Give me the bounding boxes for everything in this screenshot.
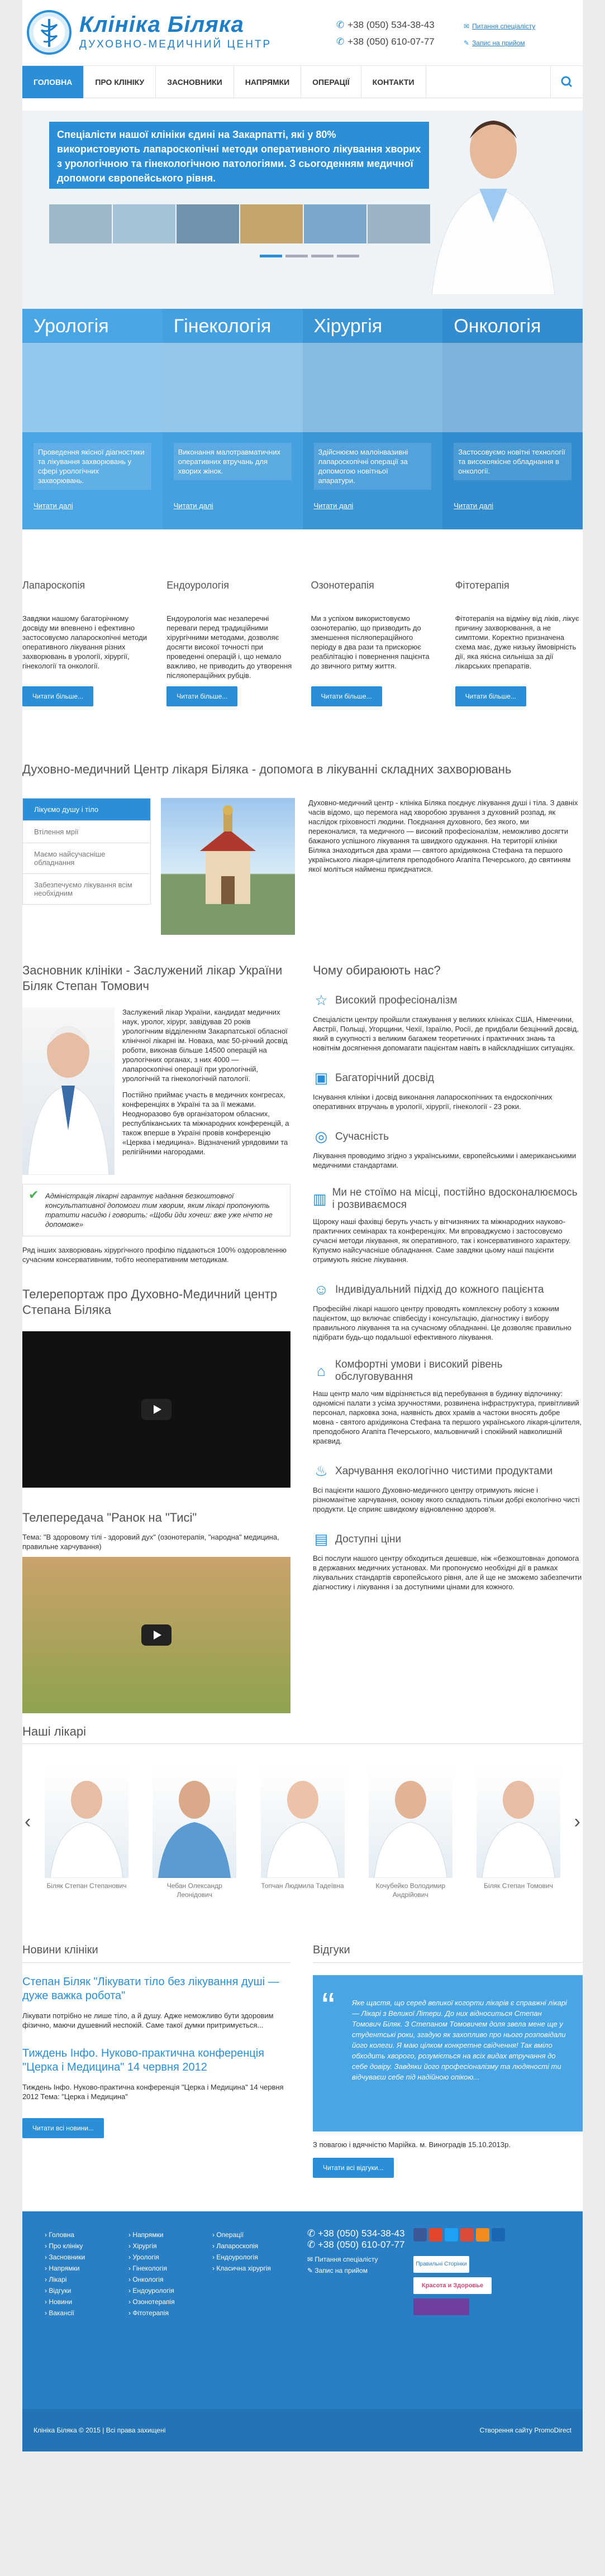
- review-author: З повагою і вдячністю Марійка. м. Виноградів 15.10.2013р.: [313, 2140, 511, 2149]
- doctor-card[interactable]: [477, 1766, 560, 1899]
- bed-icon: ⌂: [317, 1362, 326, 1379]
- founder-title: Засновник клініки - Заслужений лікар України Біляк Степан Томович: [22, 963, 283, 993]
- doctor-name: Біляк Степан Томович: [484, 1882, 553, 1890]
- why-item-title: Харчування екологічно чистими продуктами: [335, 1465, 553, 1477]
- method-text: Завдяки нашому багаторічному досвіду ми впевнено і ефективно застосовуємо лапароскопічні методи оперативного лікування різних захворювань в урології, хірургії, гінекології та онкології.: [22, 614, 147, 670]
- footer-phones: ✆ +38 (050) 534-38-43 ✆ +38 (050) 610-07-77 ✉ Питання спеціалісту ✎ Запис на прийом: [307, 2228, 405, 2274]
- read-more-link[interactable]: Читати далі: [173, 501, 213, 510]
- footer-link[interactable]: › Фітотерапія: [128, 2307, 175, 2319]
- footer-menu-3: [212, 2229, 271, 2274]
- why-item: [313, 1187, 583, 1264]
- spec-text: Виконання малотравматичних оперативних втручань для хворих жінок.: [174, 443, 292, 480]
- founder-text-2: Постійно приймає участь в медичних конгресах, конференціях в Україні та за її межами. Неодноразово був організатором обласних, республіканських та міжнародних конференцій, а також вперше в Україні провів конференцію «Церква і медицина». Відзначений урядовими та релігійними нагородами.: [122, 1091, 289, 1156]
- footer-link[interactable]: › Гінекологія: [128, 2263, 175, 2274]
- doctor-card[interactable]: [153, 1766, 236, 1899]
- why-item: [313, 1463, 583, 1514]
- partner-logo[interactable]: [413, 2298, 469, 2315]
- doctor-card[interactable]: [45, 1766, 128, 1899]
- left-column: [22, 963, 290, 1713]
- method-col: [311, 580, 439, 706]
- spec-oncology[interactable]: [442, 309, 583, 529]
- hero-doctor-photo: [409, 111, 566, 295]
- why-item: [313, 1281, 583, 1342]
- spec-surgery[interactable]: [303, 309, 443, 529]
- doctor-photo: [261, 1766, 345, 1878]
- method-text: Ми з успіхом використовуємо озонотерапію, що призводить до зменшення післяопераційного періоду в два рази та прискорює реабілітацію і повернення пацієнта до звичного ритму життя.: [311, 614, 430, 670]
- phone-icon: ✆: [336, 20, 345, 30]
- reviews-title: Відгуки: [313, 1944, 583, 1963]
- footer-link[interactable]: › Озонотерапія: [128, 2296, 175, 2307]
- question-icon: ✉: [464, 22, 470, 30]
- footer-link[interactable]: › Ендоурологія: [212, 2252, 271, 2263]
- facebook-icon[interactable]: [413, 2228, 427, 2242]
- about-tabs: [22, 798, 151, 935]
- news-item-title[interactable]: Тиждень Інфо. Нуково-практична конференція "Церка і Медицина" 14 червня 2012: [22, 2047, 264, 2073]
- nav-contacts[interactable]: КОНТАКТИ: [361, 66, 426, 98]
- note-text: Адміністрація лікарні гарантує надання безкоштовної консультативної допомоги тим хворим, яким лікарі пропонують тратити насидю і говорить: «Щоби йди хочеш: вже уже нічто не допоможе»: [45, 1192, 273, 1229]
- founder-why-section: [22, 963, 583, 1713]
- thumb-image[interactable]: [304, 204, 366, 243]
- play-icon[interactable]: [141, 1624, 172, 1646]
- globe-icon: ◎: [315, 1128, 328, 1145]
- nav-home[interactable]: ГОЛОВНА: [22, 66, 84, 98]
- partner-logo[interactable]: Правильні Сторінки: [413, 2256, 469, 2273]
- guarantee-note: [22, 1184, 290, 1236]
- appointment-link[interactable]: Запис на прийом: [472, 39, 525, 47]
- play-icon[interactable]: [141, 1399, 172, 1420]
- main-nav: [22, 66, 583, 98]
- tab-equipment[interactable]: Маємо найсучасніше обладнання: [22, 843, 151, 874]
- spec-image: [22, 343, 163, 432]
- founder-text-1: Заслужений лікар України, кандидат медичних наук, уролог, хірург, завідував 20 років урологічним відділенням Закарпатської обласної клінічної лікарні ім. Новака, має 50-річний досвід роботи, виконав більше 14500 операцій на урологічних органах, з них 4000 — лапароскопічні операції при урологічній, урологічній та гінекологічній патології.: [122, 1008, 288, 1083]
- footer-link[interactable]: › Хірургія: [128, 2240, 175, 2252]
- about-title: Духовно-медичний Центр лікаря Біляка - допомога в лікуванні складних захворювань: [22, 762, 512, 776]
- social-icons: [413, 2228, 505, 2242]
- doctor-card[interactable]: [261, 1766, 345, 1899]
- footer-appointment-link[interactable]: Запис на прийом: [315, 2267, 368, 2274]
- doctor-photo: [477, 1766, 560, 1878]
- slider-dots: [260, 255, 359, 257]
- copyright: Клініка Біляка © 2015 | Всі права захищені: [34, 2426, 166, 2434]
- hero-thumbnails: [49, 204, 430, 243]
- why-item-text: Існування клініки і досвід виконання лапароскопічних та ендоскопічних оперативних втручань в урології, хірургії, гінекології - 23 роки.: [313, 1093, 552, 1111]
- video-player-2[interactable]: [22, 1557, 290, 1713]
- founder-text-3: Ряд інших захворювань хірургічного профілю піддаються 100% оздоровленню сучасним консервативним, тобто неоперативним методикам.: [22, 1246, 287, 1264]
- why-item-title: Доступні ціни: [335, 1533, 402, 1545]
- method-title: Лапароскопія: [22, 580, 85, 591]
- phone-1: +38 (050) 534-38-43: [347, 20, 435, 30]
- doctor-photo: [369, 1766, 452, 1878]
- user-icon: ☺: [313, 1281, 329, 1298]
- food-icon: ♨: [315, 1463, 328, 1479]
- why-item-text: Всі пацієнти нашого Духовно-медичного центру отримують якісне і різноманітне харчування, основу якого складають тільки добрі екологічно чисті продукти. Це сприяє швидкому відновленню здоров'я.: [313, 1486, 580, 1513]
- tv-show-subtitle: Тема: "В здоровому тілі - здоровий дух" (озонотерапія, "народна" медицина, правильне харчування): [22, 1533, 279, 1551]
- why-item: [313, 1069, 583, 1111]
- nav-operations[interactable]: ОПЕРАЦІЇ: [301, 66, 361, 98]
- read-more-link[interactable]: Читати далі: [454, 501, 494, 510]
- why-item: [313, 992, 583, 1053]
- slider-dot[interactable]: [285, 255, 308, 257]
- brand-title: Клініка Біляка: [79, 12, 244, 37]
- why-item-text: Наш центр мало чим відрізняється від перебування в будинку відпочинку: одномісні палати з усіма зручностями, розвинена інфраструктура, привітливий персонал, парковка зона, наявність двох храмів а частоки вносять добре мовна - святого архідиякона Стефана та першого українського лікаря-цілителя, преподобного Агапіта Печерського, мальовничий і спокійний навколишній краєвид.: [313, 1389, 582, 1445]
- footer-link[interactable]: › Лікарі: [45, 2274, 85, 2285]
- why-item-title: Індивідуальний підхід до кожного пацієнта: [335, 1283, 544, 1296]
- video-player-1[interactable]: [22, 1331, 290, 1488]
- phone-2: +38 (050) 610-07-77: [347, 36, 435, 47]
- method-text: Фітотерапія на відміну від ліків, лікує причину захворювання, а не симптоми. Коректно призначена схема має, дуже низьку ймовірність дії, яка якісна сильніша за дії лікарських препаратів.: [455, 614, 579, 670]
- spec-text: Застосовуємо новітні технології та високоякісне обладнання в онкології.: [454, 443, 571, 480]
- quote-icon: “: [322, 1985, 335, 2028]
- header: [22, 0, 583, 66]
- method-title: Фітотерапія: [455, 580, 509, 591]
- footer-link[interactable]: › Вакансії: [45, 2307, 85, 2319]
- doctor-card[interactable]: [369, 1766, 452, 1899]
- chevron-left-icon[interactable]: ‹: [25, 1811, 31, 1832]
- method-col: [455, 580, 583, 706]
- why-item-text: Спеціалісти центру пройшли стажування у великих клініках США, Німеччини, Австрії, Польщі, Угорщини, Чехії, Ізраїлю, Росії, де придбали безцінний досвід, який в сукупності з великим багажем теоретичних і практичних знань та новітнім досягнення допомагати пацієнтам навіть в найскладніших ситуаціях.: [313, 1015, 579, 1052]
- spec-image: [442, 343, 583, 432]
- footer-link[interactable]: › Про клініку: [45, 2240, 85, 2252]
- brand-subtitle: ДУХОВНО-МЕДИЧНИЙ ЦЕНТР: [79, 39, 272, 50]
- footer-phone-1[interactable]: +38 (050) 534-38-43: [317, 2228, 405, 2239]
- header-phones: [336, 17, 435, 50]
- about-text: Духовно-медичний центр - клініка Біляка поєднує лікування душі і тіла. З давніх часів відомо, що перемога над хворобою зрування з духовний розпад, як наслідок гріховності людини. Поєднання духовного, без якого, ми переконалися, та медичного — високий професіоналізм, неможливо досягти бажаного успішного лікування та швидкого одужання. На території клініки Біляка знаходиться два храми — святого архідиякона Стефана та першого українського лікаря-цілителя преподобного Агапіта Печерського, до святиням якої моліться найменш приєднатися.: [308, 799, 578, 873]
- header-links: [464, 18, 535, 51]
- spec-title: Хірургія: [313, 316, 383, 337]
- read-more-link[interactable]: Читати далі: [34, 501, 73, 510]
- footer-link[interactable]: › Урологія: [128, 2252, 175, 2263]
- page: [22, 0, 583, 2451]
- all-reviews-button[interactable]: Читати всі відгуки...: [313, 2158, 394, 2178]
- all-news-button[interactable]: Читати всі новини...: [22, 2118, 104, 2138]
- doctor-name: Кочубейко Володимир Андрійович: [375, 1882, 446, 1899]
- spec-gynecology[interactable]: [163, 309, 303, 529]
- spec-urology[interactable]: [22, 309, 163, 529]
- partner-logo[interactable]: Красота и Здоровье: [413, 2277, 492, 2294]
- twitter-icon[interactable]: [445, 2228, 458, 2242]
- review-text: Яке щастя, що серед великої когорти лікарів є справжні лікарі — Лікарі з Великої Літери. До них відноситься Степан Томович Біляк. З Степаном Томовичем доля звела мене ще у студентські роки, згадую як захопливо про нього розповідали його колеги. Я маю цілком конкретне свідчення! Так вміло обходить хворого, розуміється на всіх видах втручання до себе довіру. Завдяки його професіоналізму та людяності ти відчуваєш себе під надійною опікою...: [352, 1999, 567, 2081]
- footer: [22, 2211, 583, 2451]
- footer-link[interactable]: › Напрямки: [128, 2229, 175, 2240]
- phone-icon: ✆: [336, 36, 345, 47]
- news-title: Новини клініки: [22, 1944, 290, 1963]
- footer-menu-1: [45, 2229, 85, 2319]
- why-item-title: Багаторічний досвід: [335, 1072, 434, 1084]
- doctors-carousel: [25, 1766, 580, 1899]
- method-text: Ендоурологія має незаперечні переваги перед традиційними хірургічними методами, дозволяє досягти високої точності при проведенні операцій і, що немало важливо, не приводить до утворення післяопераційних рубців.: [166, 614, 292, 680]
- about-tabs-section: [22, 798, 583, 935]
- news-item-text: Лікувати потрібно не лише тіло, а й душу. Адже неможливо бути здоровим фізично, маючи душевний неспокій. Саме такої думки притримується...: [22, 2011, 274, 2029]
- footer-link[interactable]: › Відгуки: [45, 2285, 85, 2296]
- search-button[interactable]: [550, 66, 583, 98]
- doctor-name: Біляк Степан Степанович: [46, 1882, 127, 1890]
- odnoklassniki-icon[interactable]: [476, 2228, 489, 2242]
- spec-title: Гінекологія: [173, 316, 271, 337]
- news-column: [22, 1944, 290, 2178]
- doctor-photo: [153, 1766, 236, 1878]
- footer-link[interactable]: › Напрямки: [45, 2263, 85, 2274]
- read-more-link[interactable]: Читати далі: [313, 501, 354, 510]
- why-item-text: Всі послуги нашого центру обходиться дешевше, ніж «безкоштовна» допомога в державних медичних установах. Ми пропонуємо необхідні дії в рамках лікувальних стандартів європейського рівня, але й ще не зможемо забезпечити діагностику і лікування і за доступними цінами для кожного.: [313, 1554, 582, 1591]
- founder-photo: [22, 1007, 115, 1175]
- news-item-title[interactable]: Степан Біляк "Лікувати тіло без лікування душі — дуже важка робота": [22, 1976, 279, 2002]
- footer-menu-2: [128, 2229, 175, 2319]
- caduceus-icon: [39, 19, 59, 47]
- why-title: Чому обираюють нас?: [313, 963, 441, 977]
- church-photo: [161, 798, 295, 935]
- footer-bottom: [22, 2409, 583, 2451]
- phone-row[interactable]: [336, 34, 435, 50]
- briefcase-icon: ▣: [314, 1069, 328, 1086]
- read-more-button[interactable]: Читати більше...: [22, 686, 93, 706]
- why-item: [313, 1531, 583, 1592]
- brand: [79, 12, 271, 51]
- method-title: Озонотерапія: [311, 580, 374, 591]
- methods-columns: [22, 580, 583, 706]
- why-item-title: Високий професіоналізм: [335, 994, 458, 1006]
- doctor-name: Топчан Людмила Тадеївна: [261, 1882, 344, 1890]
- footer-link[interactable]: › Операції: [212, 2229, 271, 2240]
- why-us-column: [313, 963, 583, 1713]
- doctor-name: Чебан Олександр Леонідович: [166, 1882, 222, 1899]
- calendar-icon: ✎: [464, 39, 470, 47]
- nav-directions[interactable]: НАПРЯМКИ: [234, 66, 301, 98]
- tab-dream[interactable]: Втілення мрії: [22, 821, 151, 843]
- spec-text: Проведення якісної діагностики та лікування захворювань у сфері урологічних захворювань.: [34, 443, 151, 490]
- doctors-title: Наші лікарі: [22, 1724, 583, 1744]
- slider-dot[interactable]: [260, 255, 282, 257]
- tab-soul-body[interactable]: Лікуємо душу і тіло: [22, 798, 151, 821]
- spec-title: Урологія: [34, 316, 109, 337]
- method-col: [166, 580, 294, 706]
- slider-dot[interactable]: [337, 255, 359, 257]
- footer-link[interactable]: › Ендоурологія: [128, 2285, 175, 2296]
- google-plus-icon[interactable]: [460, 2228, 474, 2242]
- specialties: [22, 309, 583, 529]
- read-more-button[interactable]: Читати більше...: [455, 686, 526, 706]
- vk-icon[interactable]: [429, 2228, 442, 2242]
- spec-image: [303, 343, 443, 432]
- phone-row[interactable]: [336, 17, 435, 34]
- clinic-logo[interactable]: [27, 10, 72, 55]
- spec-title: Онкологія: [454, 316, 541, 337]
- footer-link[interactable]: › Лапароскопія: [212, 2240, 271, 2252]
- news-item-text: Тиждень Інфо. Нуково-практична конференція "Церка і Медицина" 14 червня 2012 Тема: "Церка і Медицина": [22, 2083, 284, 2101]
- hero-banner: Спеціалісти нашої клініки єдині на Закарпатті, які у 80% використовують лапароскопічні методи оперативного лікування хворих з урологічною та гінекологічною патологіями. З сьогоденням медичної допомоги європейського рівня.: [49, 122, 429, 189]
- tv-show-title: Телепередача "Ранок на "Тисі": [22, 1511, 197, 1524]
- footer-phone-2[interactable]: +38 (050) 610-07-77: [317, 2239, 405, 2250]
- why-item-title: Комфортні умови і високий рівень обслуговування: [335, 1359, 503, 1383]
- footer-link[interactable]: › Засновники: [45, 2252, 85, 2263]
- footer-ask-link[interactable]: Питання спеціалісту: [315, 2255, 378, 2263]
- thumb-image[interactable]: [240, 204, 303, 243]
- thumb-image[interactable]: [177, 204, 239, 243]
- review-quote: [313, 1975, 583, 2131]
- mail-icon[interactable]: [492, 2228, 505, 2242]
- nav-about[interactable]: ПРО КЛІНІКУ: [84, 66, 156, 98]
- method-title: Ендоурологія: [166, 580, 229, 591]
- why-item-text: Лікування проводимо згідно з українськими, європейськими і американськими медичними стандартами.: [313, 1151, 577, 1169]
- partner-logos: [413, 2256, 492, 2320]
- hero-slider: [22, 111, 583, 312]
- why-item-text: Професійні лікарі нашого центру проводять комплексну роботу з кожним пацієнтом, що включає співбесіду і консультацію, діагностику і вибору правильного лікування та на сучасному обладнанні. Це дозволяє правильно підібрати будь-що подальшої ефективного лікування.: [313, 1304, 571, 1341]
- check-icon: ✔: [28, 1188, 39, 1202]
- read-more-button[interactable]: Читати більше...: [311, 686, 382, 706]
- founder-block: [22, 1007, 290, 1175]
- footer-link[interactable]: › Онкологія: [128, 2274, 175, 2285]
- thumb-image[interactable]: [113, 204, 175, 243]
- tab-treatment[interactable]: Забезпечуємо лікування всім необхідним: [22, 874, 151, 905]
- doctor-photo: [45, 1766, 128, 1878]
- why-item-title: Сучасність: [335, 1130, 389, 1143]
- news-reviews-section: [22, 1944, 583, 2178]
- read-more-button[interactable]: Читати більше...: [166, 686, 237, 706]
- footer-link[interactable]: › Головна: [45, 2229, 85, 2240]
- thumb-image[interactable]: [368, 204, 430, 243]
- thumb-image[interactable]: [49, 204, 112, 243]
- footer-link[interactable]: › Класична хірургія: [212, 2263, 271, 2274]
- why-item: [313, 1128, 583, 1170]
- spec-image: [163, 343, 303, 432]
- developer-link[interactable]: Створення сайту PromoDirect: [479, 2426, 571, 2434]
- why-item-text: Щороку наші фахівці беруть участь у вітчизняних та міжнародних науково-практичних семінарах та конференціях. Ми впроваджуємо і застосовуємо сучасні методи лікування, як оперативного, так і консервативного характеру. Купуємо найсучасніше обладнання. Саме завдяки цьому наші пацієнти отримують якісне лікування.: [313, 1217, 571, 1264]
- footer-link[interactable]: › Новини: [45, 2296, 85, 2307]
- tv-report-title: Телерепортаж про Духовно-Медичний центр Степана Біляка: [22, 1287, 278, 1317]
- reviews-column: [313, 1944, 583, 2178]
- star-icon: ☆: [315, 992, 328, 1009]
- nav-founders[interactable]: ЗАСНОВНИКИ: [156, 66, 234, 98]
- slider-dot[interactable]: [311, 255, 334, 257]
- chart-icon: ▥: [313, 1190, 327, 1207]
- method-col: [22, 580, 150, 706]
- why-item: [313, 1359, 583, 1446]
- spec-text: Здійснюємо малоінвазивні лапароскопічні операції за допомогою новітньої апаратури.: [314, 443, 432, 490]
- chevron-right-icon[interactable]: ›: [574, 1811, 580, 1832]
- why-item-title: Ми не стоїмо на місці, постійно вдосконалюємось і розвиваємося: [332, 1187, 578, 1211]
- ask-specialist-link[interactable]: Питання спеціалісту: [472, 22, 536, 30]
- wallet-icon: ▤: [314, 1531, 328, 1547]
- search-icon: [551, 66, 583, 98]
